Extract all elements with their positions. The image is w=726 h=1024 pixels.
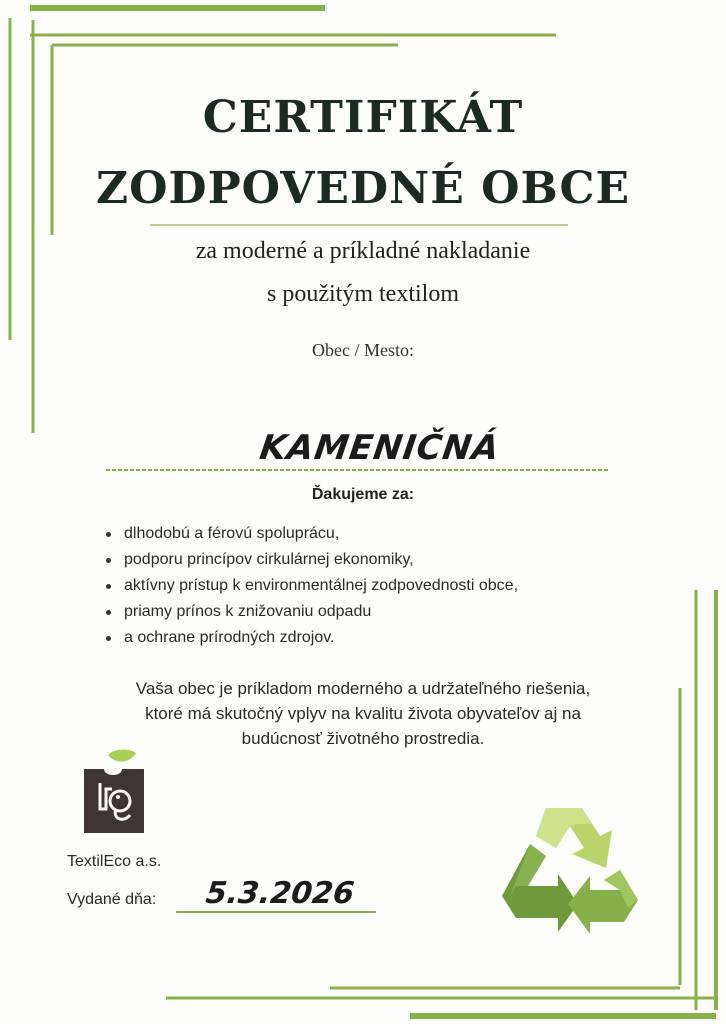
issued-date-value: 5.3.2026 [204, 876, 356, 911]
certificate-title-line2: ZODPOVEDNÉ OBCE [95, 163, 631, 214]
list-item [102, 547, 518, 573]
bullet-icon [106, 532, 111, 537]
bullet-icon [106, 610, 111, 615]
certificate-title-line1: CERTIFIKÁT [202, 92, 524, 143]
thanks-heading: Ďakujeme za: [311, 486, 415, 503]
closing-line1: Vaša obec je príkladom moderného a udržateľného riešenia, [135, 679, 591, 698]
bullet-icon [106, 558, 111, 563]
list-item [102, 573, 518, 599]
bullet-icon [106, 584, 111, 589]
issued-date-label: Vydané dňa: [67, 891, 157, 908]
list-item [102, 599, 518, 625]
date-underline [176, 911, 376, 913]
thanks-list [102, 521, 518, 651]
company-name: TextilEco a.s. [67, 853, 162, 870]
subtitle-line1: za moderné a príkladné nakladanie [195, 238, 531, 264]
recycle-icon [496, 800, 642, 938]
closing-paragraph [0, 676, 726, 751]
municipality-label: Obec / Mesto: [312, 340, 414, 360]
list-item-text: priamy prínos k znižovaniu odpadu [124, 603, 372, 620]
list-item-text: a ochrane prírodných zdrojov. [124, 629, 335, 646]
bullet-icon [106, 636, 111, 641]
list-item-text: podporu princípov cirkulárnej ekonomiky, [124, 551, 414, 568]
list-item-text: dlhodobú a férovú spoluprácu, [124, 525, 340, 542]
municipality-value: KAMENIČNÁ [257, 428, 503, 468]
closing-line2: ktoré má skutočný vplyv na kvalitu života obyvateľov aj na [145, 704, 581, 723]
list-item [102, 625, 518, 651]
subtitle-line2: s použitým textilom [267, 281, 459, 307]
list-item-text: aktívny prístup k environmentálnej zodpovednosti obce, [124, 577, 519, 594]
list-item [102, 521, 518, 547]
textileco-logo-icon [82, 749, 146, 835]
closing-line3: budúcnosť životného prostredia. [241, 729, 485, 748]
